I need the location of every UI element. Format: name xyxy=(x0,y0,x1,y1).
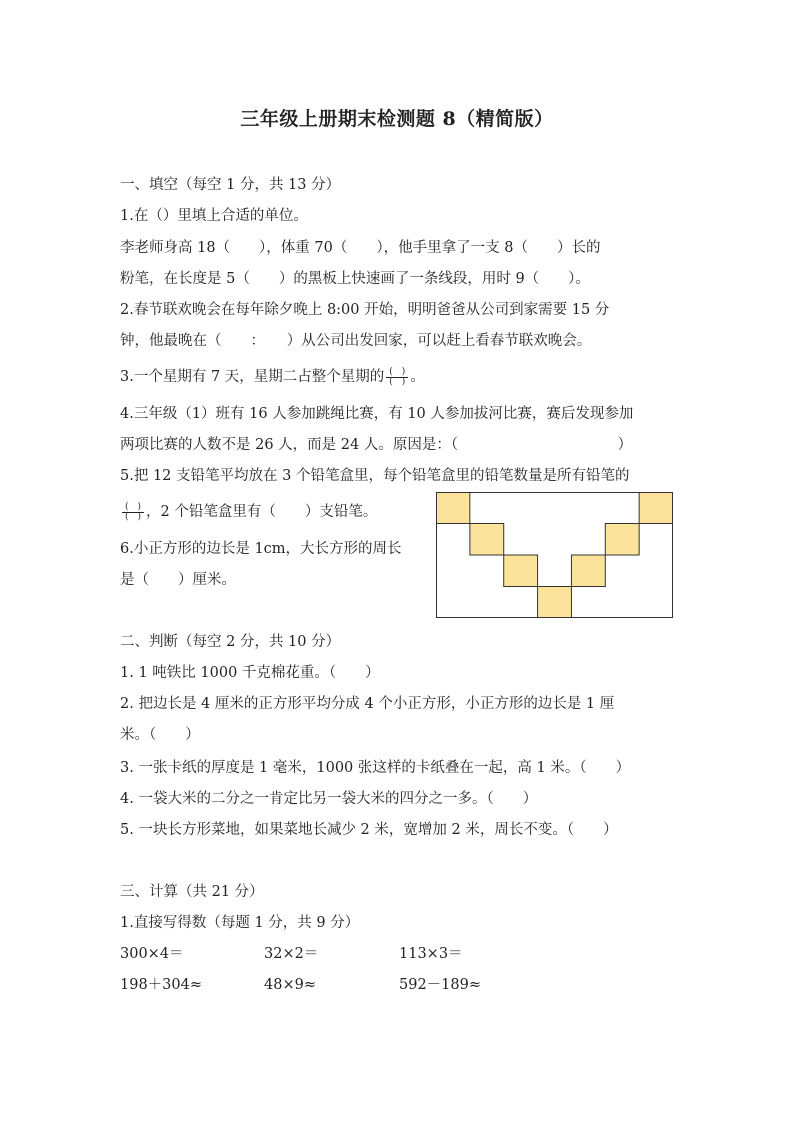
small-square xyxy=(605,524,639,556)
section2-heading: 二、判断（每空 2 分，共 10 分） xyxy=(120,634,341,650)
s1-q3-end: 。 xyxy=(410,369,425,385)
calc-item: 300×4＝ xyxy=(120,946,184,962)
s2-q5: 5. 一块长方形菜地，如果菜地长减少 2 米，宽增加 2 米，周长不变。（ ） xyxy=(120,822,618,838)
calc-item: 48×9≈ xyxy=(264,977,316,993)
s1-q3 xyxy=(120,367,425,387)
calc-item: 113×3＝ xyxy=(399,946,463,962)
s2-q1: 1. 1 吨铁比 1000 千克棉花重。（ ） xyxy=(120,665,380,681)
s2-q2-line1: 2. 把边长是 4 厘米的正方形平均分成 4 个小正方形，小正方形的边长是 1 厘 xyxy=(120,696,615,712)
small-square xyxy=(571,555,605,587)
small-square xyxy=(538,587,572,619)
fraction-blank[interactable] xyxy=(122,503,144,522)
calc-item: 198＋304≈ xyxy=(120,977,203,993)
s1-q2-line2: 钟，他最晚在（ ： ）从公司出发回家，可以赶上看春节联欢晚会。 xyxy=(120,333,592,349)
s3-q1-intro: 1.直接写得数（每题 1 分，共 9 分） xyxy=(120,915,360,931)
s1-q1-line2: 粉笔，在长度是 5（ ）的黑板上快速画了一条线段，用时 9（ ）。 xyxy=(120,271,590,287)
small-square xyxy=(470,524,504,556)
calc-item: 32×2＝ xyxy=(264,946,319,962)
s1-q6-line1: 6.小正方形的边长是 1cm，大长方形的周长 xyxy=(120,541,402,557)
fraction-denominator: ( ) xyxy=(389,376,406,387)
s1-q1-line1: 李老师身高 18（ ），体重 70（ ），他手里拿了一支 8（ ）长的 xyxy=(120,240,601,256)
s1-q4-line1: 4.三年级（1）班有 16 人参加跳绳比赛，有 10 人参加拔河比赛，赛后发现参加 xyxy=(120,406,634,422)
s2-q3: 3. 一张卡纸的厚度是 1 毫米，1000 张这样的卡纸叠在一起，高 1 米。（ ） xyxy=(120,760,631,776)
s1-q5-text: ，2 个铅笔盒里有（ ）支铅笔。 xyxy=(146,504,378,520)
s2-q4: 4. 一袋大米的二分之一肯定比另一袋大米的四分之一多。（ ） xyxy=(120,791,538,807)
s1-q3-text: 3.一个星期有 7 天，星期二占整个星期的 xyxy=(120,369,385,385)
fraction-denominator: ( ) xyxy=(125,511,142,522)
s1-q5-line1: 5.把 12 支铅笔平均放在 3 个铅笔盒里，每个铅笔盒里的铅笔数量是所有铅笔的 xyxy=(120,468,630,484)
s1-q1-intro: 1.在（）里填上合适的单位。 xyxy=(120,208,308,224)
calc-item: 592－189≈ xyxy=(399,977,482,993)
small-square xyxy=(436,492,470,524)
squares-figure xyxy=(436,492,673,618)
fraction-blank[interactable] xyxy=(386,368,408,387)
fraction-numerator: ( ) xyxy=(125,501,142,512)
s1-q2-line1: 2.春节联欢晚会在每年除夕晚上 8:00 开始，明明爸爸从公司到家需要 15 分 xyxy=(120,302,610,318)
section3-heading: 三、计算（共 21 分） xyxy=(120,884,264,900)
small-square xyxy=(504,555,538,587)
s2-q2-line2: 米。（ ） xyxy=(120,727,200,743)
s1-q5-line2 xyxy=(120,502,377,522)
fraction-numerator: ( ) xyxy=(389,366,406,377)
page-title: 三年级上册期末检测题 8（精简版） xyxy=(240,108,554,130)
section1-heading: 一、填空（每空 1 分，共 13 分） xyxy=(120,177,341,193)
s1-q6-line2: 是（ ）厘米。 xyxy=(120,572,236,588)
small-square xyxy=(639,492,673,524)
s1-q4-line2: 两项比赛的人数不是 26 人，而是 24 人。原因是：（ ） xyxy=(120,437,633,453)
